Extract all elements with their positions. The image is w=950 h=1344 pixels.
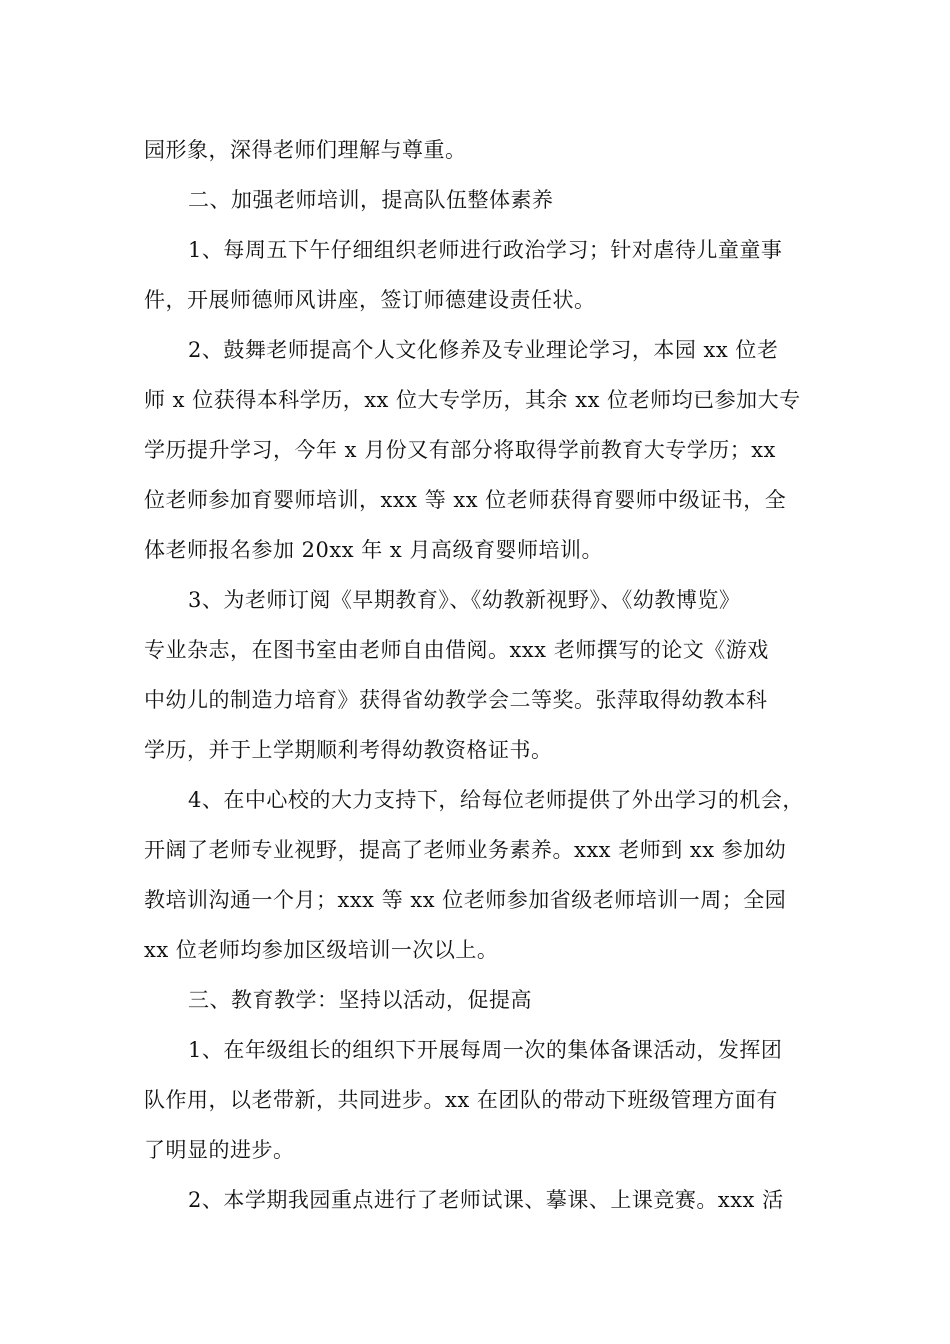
text-line: 学历，并于上学期顺利考得幼教资格证书。 [144, 738, 553, 762]
section-heading: 三、教育教学：坚持以活动，促提高 [188, 988, 532, 1012]
text-line: 1、在年级组长的组织下开展每周一次的集体备课活动，发挥团 [188, 1038, 783, 1062]
text-line: 师 x 位获得本科学历，xx 位大专学历，其余 xx 位老师均已参加大专 [144, 388, 801, 412]
text-line: 2、鼓舞老师提高个人文化修养及专业理论学习，本园 xx 位老 [188, 338, 779, 362]
text-line: 2、本学期我园重点进行了老师试课、摹课、上课竞赛。xxx 活 [188, 1188, 784, 1212]
text-line: xx 位老师均参加区级培训一次以上。 [144, 938, 499, 962]
text-line: 学历提升学习，今年 x 月份又有部分将取得学前教育大专学历；xx [144, 438, 776, 462]
text-line: 1、每周五下午仔细组织老师进行政治学习；针对虐待儿童童事 [188, 238, 783, 262]
text-line: 体老师报名参加 20xx 年 x 月高级育婴师培训。 [144, 538, 603, 562]
text-line: 队作用，以老带新，共同进步。xx 在团队的带动下班级管理方面有 [144, 1088, 778, 1112]
text-line: 教培训沟通一个月；xxx 等 xx 位老师参加省级老师培训一周；全园 [144, 888, 787, 912]
text-line: 4、在中心校的大力支持下，给每位老师提供了外出学习的机会， [188, 788, 804, 812]
text-line: 开阔了老师专业视野，提高了老师业务素养。xxx 老师到 xx 参加幼 [144, 838, 787, 862]
text-line: 了明显的进步。 [144, 1138, 295, 1162]
text-line: 中幼儿的制造力培育》获得省幼教学会二等奖。张萍取得幼教本科 [144, 688, 768, 712]
section-heading: 二、加强老师培训，提高队伍整体素养 [188, 188, 554, 212]
text-line: 3、为老师订阅《早期教育》、《幼教新视野》、《幼教博览》 [188, 588, 741, 612]
text-line: 园形象，深得老师们理解与尊重。 [144, 138, 467, 162]
text-line: 件，开展师德师风讲座，签订师德建设责任状。 [144, 288, 596, 312]
text-line: 位老师参加育婴师培训，xxx 等 xx 位老师获得育婴师中级证书，全 [144, 488, 787, 512]
text-line: 专业杂志，在图书室由老师自由借阅。xxx 老师撰写的论文《游戏 [144, 638, 769, 662]
